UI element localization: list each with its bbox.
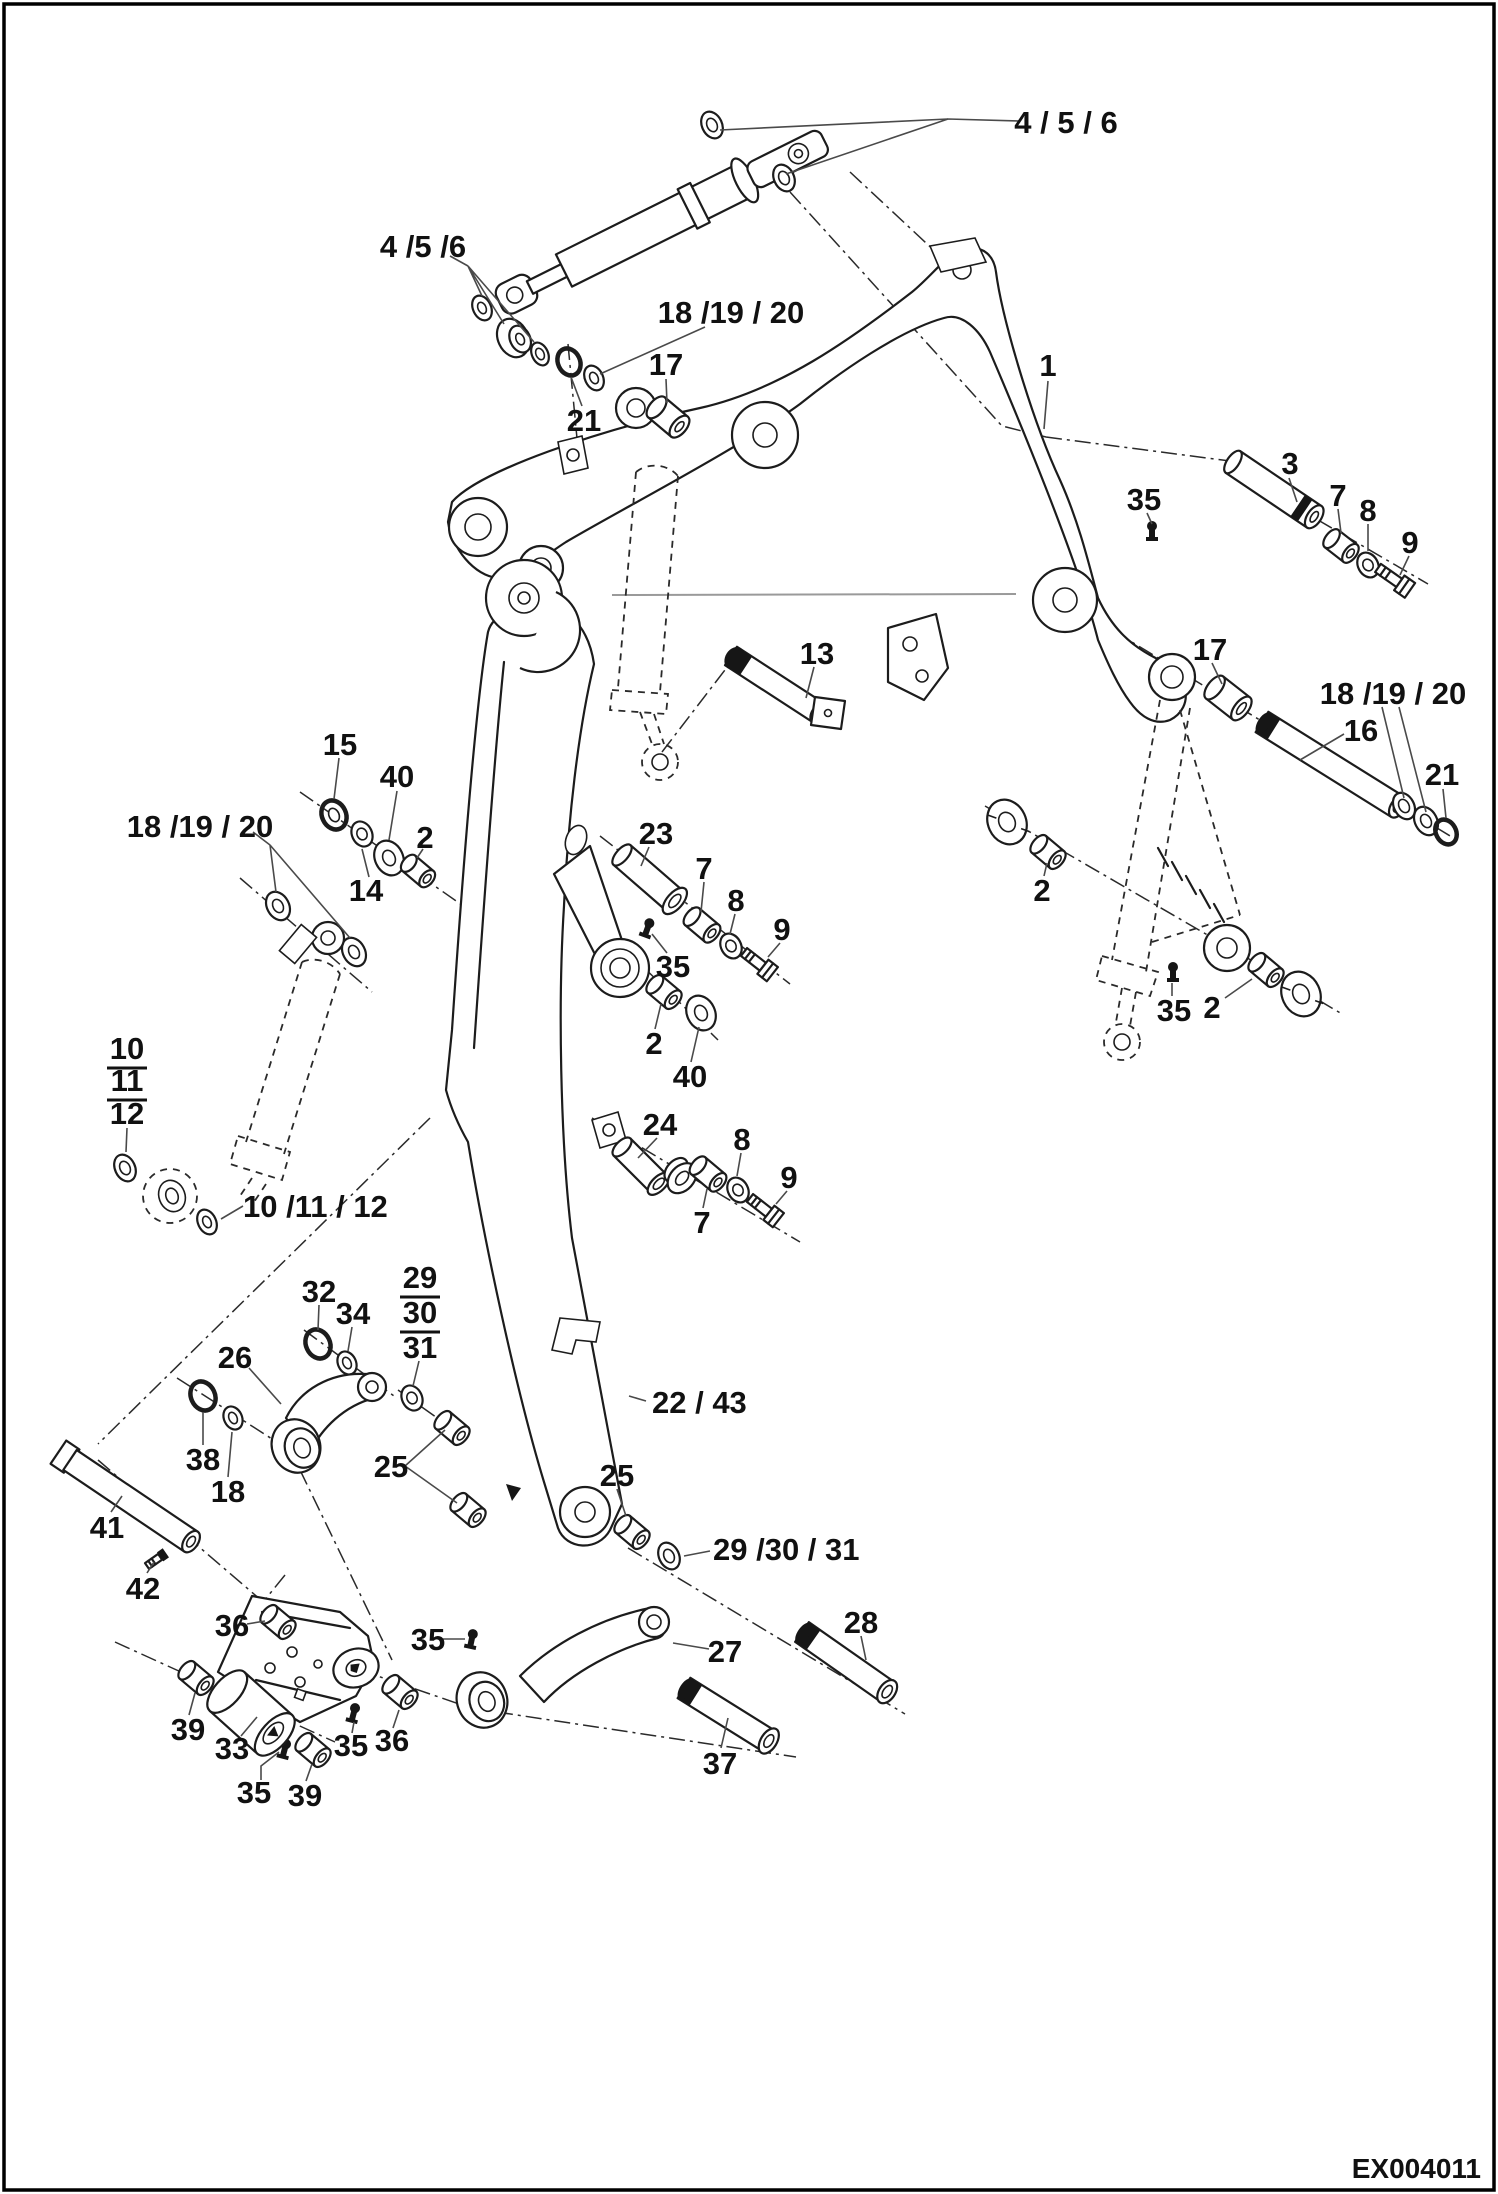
part-callout-29: 29	[402, 1260, 438, 1295]
part-callout-30: 30	[402, 1295, 438, 1330]
part-callout-7: 7	[1329, 478, 1347, 513]
part-callout-3: 3	[1281, 446, 1299, 481]
page-border	[4, 4, 1494, 2190]
part-callout-29-30-31: 29 /30 / 31	[713, 1532, 860, 1567]
part-callout-31: 31	[402, 1330, 438, 1365]
part-callout-18-19-20: 18 /19 / 20	[126, 809, 274, 844]
part-callout-32: 32	[301, 1274, 337, 1309]
part-callout-9: 9	[1401, 525, 1419, 560]
part-callout-35: 35	[655, 949, 691, 984]
part-callout-10-11-12: 10 /11 / 12	[243, 1189, 388, 1224]
part-callout-14: 14	[348, 873, 384, 908]
part-callout-9: 9	[773, 912, 791, 947]
part-callout-38: 38	[185, 1442, 221, 1477]
part-callout-8: 8	[727, 883, 745, 918]
part-callout-36: 36	[374, 1723, 410, 1758]
part-callout-40: 40	[672, 1059, 708, 1094]
part-callout-8: 8	[1359, 493, 1377, 528]
part-callout-24: 24	[642, 1107, 678, 1142]
part-callout-7: 7	[693, 1205, 711, 1240]
part-callout-35: 35	[410, 1622, 446, 1657]
part-callout-37: 37	[702, 1746, 738, 1781]
part-callout-2: 2	[416, 820, 434, 855]
part-callout-26: 26	[217, 1340, 253, 1375]
part-callout-11: 11	[110, 1063, 144, 1098]
part-callout-10: 10	[109, 1031, 145, 1066]
part-callout-23: 23	[638, 816, 674, 851]
part-callout-33: 33	[214, 1731, 250, 1766]
part-callout-35: 35	[333, 1728, 369, 1763]
part-callout-15: 15	[322, 727, 358, 762]
figure-code: EX004011	[1351, 2153, 1481, 2184]
part-callout-36: 36	[214, 1608, 250, 1643]
part-callout-21: 21	[1424, 757, 1460, 792]
part-callout-28: 28	[843, 1605, 879, 1640]
part-callout-18-19-20: 18 /19 / 20	[657, 295, 805, 330]
part-callout-35: 35	[1126, 482, 1162, 517]
part-callout-2: 2	[1203, 990, 1221, 1025]
part-callout-27: 27	[707, 1634, 743, 1669]
part-callout-7: 7	[695, 851, 713, 886]
part-callout-35: 35	[236, 1775, 272, 1810]
part-callout-39: 39	[170, 1712, 206, 1747]
part-callout-8: 8	[733, 1122, 751, 1157]
part-callout-21: 21	[566, 403, 602, 438]
part-callout-35: 35	[1156, 993, 1192, 1028]
part-callout-9: 9	[780, 1160, 798, 1195]
part-callout-42: 42	[125, 1571, 161, 1606]
part-callout-18-19-20: 18 /19 / 20	[1319, 676, 1467, 711]
part-callout-40: 40	[379, 759, 415, 794]
part-callout-39: 39	[287, 1778, 323, 1813]
part-callout-34: 34	[335, 1296, 371, 1331]
part-callout-4-5-6: 4 / 5 / 6	[1014, 105, 1118, 140]
part-callout-25: 25	[373, 1449, 409, 1484]
part-callout-17: 17	[1192, 632, 1228, 667]
part-callout-12: 12	[109, 1096, 145, 1131]
part-callout-16: 16	[1343, 713, 1379, 748]
part-callout-18: 18	[210, 1474, 246, 1509]
part-callout-2: 2	[1033, 873, 1051, 908]
part-callout-41: 41	[89, 1510, 125, 1545]
part-callout-13: 13	[799, 636, 835, 671]
part-callout-4-5-6: 4 /5 /6	[379, 229, 467, 264]
scan-line	[612, 594, 1016, 595]
part-callout-2: 2	[645, 1026, 663, 1061]
part-callout-25: 25	[599, 1458, 635, 1493]
part-callout-17: 17	[648, 347, 684, 382]
part-callout-1: 1	[1039, 348, 1057, 383]
part-callout-22-43: 22 / 43	[652, 1385, 747, 1420]
